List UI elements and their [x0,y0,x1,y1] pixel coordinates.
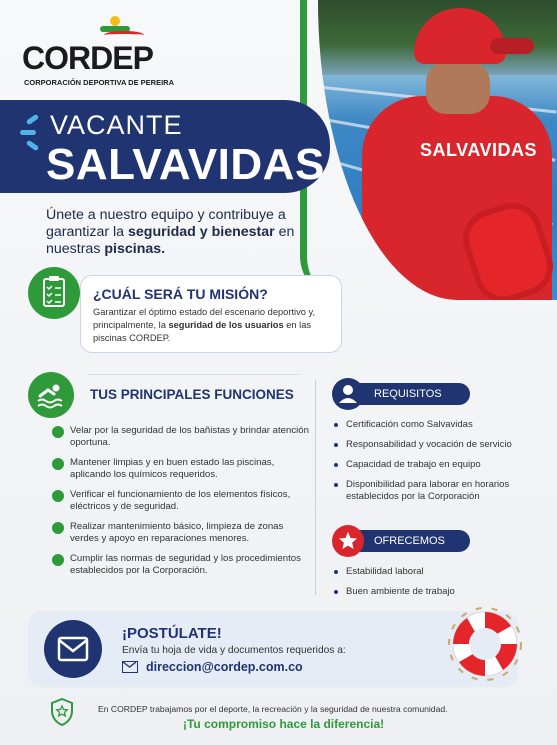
star-icon [332,525,364,557]
intro-text: Únete a nuestro equipo y contribuye a garantizar la seguridad y bienestar en nuestras piscinas. [46,207,295,257]
shield-star-icon [50,698,74,726]
requirements-list [334,419,534,511]
clipboard-icon [28,267,80,319]
logo-wordmark: CORDEP [22,40,153,76]
list-item: Velar por la seguridad de los bañistas y brindar atención oportuna. [52,425,310,449]
mission-card [80,275,342,353]
list-item: Disponibilidad para laborar en horarios establecidos por la Corporación [334,479,534,503]
list-item: Mantener limpias y en buen estado las piscinas, aplicando los químicos requeridos. [52,457,310,481]
check-icon [52,458,64,470]
banner-vacancy: VACANTE [50,110,183,140]
cordep-logo [22,16,175,88]
user-icon [332,378,364,410]
requirements-title: REQUISITOS [358,383,470,405]
title-banner [0,100,330,193]
logo-figure-icon [100,16,130,38]
list-item: Realizar mantenimiento básico, limpieza de zonas verdes y apoyo en reparaciones menores. [52,521,310,545]
functions-title: TUS PRINCIPALES FUNCIONES [90,387,294,402]
footer-text: En CORDEP trabajamos por el deporte, la recreación y la seguridad de nuestra comunidad. [98,704,448,714]
offer-list [334,566,534,606]
functions-list [52,425,310,585]
envelope-icon [44,620,102,678]
list-item: Verificar el funcionamiento de los elementos físicos, eléctricos y de seguridad. [52,489,310,513]
list-item: Cumplir las normas de seguridad y los procedimientos establecidos por la Corporación. [52,553,310,577]
shirt-text: SALVAVIDAS [420,140,538,160]
logo-subtitle: CORPORACIÓN DEPORTIVA DE PEREIRA [24,78,175,87]
email-link[interactable]: direccion@cordep.com.co [146,660,303,674]
mission-title: ¿CUÁL SERÁ TU MISIÓN? [93,286,268,302]
lifebuoy-icon [445,604,525,684]
lifeguard-photo [318,0,557,300]
apply-title: ¡POSTÚLATE! [122,625,222,642]
offer-title: OFRECEMOS [358,530,470,552]
footer-slogan: ¡Tu compromiso hace la diferencia! [183,717,385,731]
mission-text: Garantizar el óptimo estado del escenario deportivo y, principalmente, la seguridad de los usuarios en las piscinas CORDEP. [93,307,316,343]
check-icon [52,426,64,438]
banner-position: SALVAVIDAS [46,140,325,189]
check-icon [52,522,64,534]
mail-icon [122,661,138,673]
check-icon [52,490,64,502]
list-item: Capacidad de trabajo en equipo [334,459,534,471]
list-item: Responsabilidad y vocación de servicio [334,439,534,451]
apply-text: Envía tu hoja de vida y documentos requeridos a: [122,645,346,656]
list-item: Estabilidad laboral [334,566,534,578]
list-item: Certificación como Salvavidas [334,419,534,431]
check-icon [52,554,64,566]
list-item: Buen ambiente de trabajo [334,586,534,598]
swimmer-icon [28,372,74,418]
